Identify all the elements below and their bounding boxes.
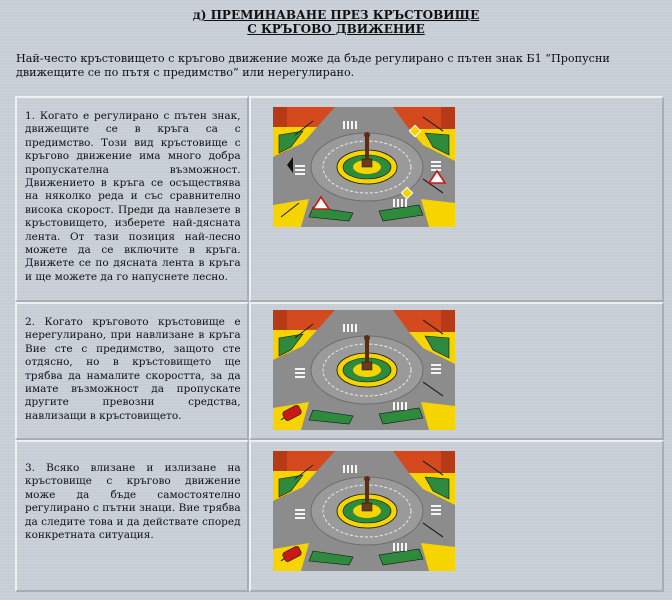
text-cell xyxy=(15,96,249,302)
page-title xyxy=(0,8,672,36)
rule-text-1: 1. Когато е регулирано с пътен знак, движещите се в кръга са с предимство. Този вид кръстовище с кръгово движение има много добра пропускателна възможност. Движението в кръга се осъществява на няколко реда и със сравнително висока скорост. Преди да навлезете в кръстовището, изберете най-дясната лента. От тази позиция най-лесно можете да се включите в кръга. Движете се по дясната лента в кръга и ще можете да го напуснете лесно. xyxy=(25,110,241,283)
roundabout-illustration-2 xyxy=(273,310,455,430)
image-cell xyxy=(249,96,664,302)
text-cell xyxy=(15,302,249,440)
table-row xyxy=(15,440,664,592)
title-line-1: д) ПРЕМИНАВАНЕ ПРЕЗ КРЪСТОВИЩЕ xyxy=(192,8,480,22)
table-row xyxy=(15,302,664,440)
image-cell xyxy=(249,440,664,592)
rule-text-2: 2. Когато кръговото кръстовище е нерегулирано, при навлизане в кръга Вие сте с предимство, защото сте отдясно, но в кръстовището ще трябва да намалите скоростта, за да имате възможност да пропускате другите превозни средства, навлизащи в кръстовището. xyxy=(25,316,241,422)
roundabout-illustration-3 xyxy=(273,451,455,571)
intro-paragraph: Най-често кръстовището с кръгово движение може да бъде регулирано с пътен знак Б1 “Пропусни движещите се по пътя с предимство” или нерегулирано. xyxy=(16,52,610,79)
roundabout-illustration-1 xyxy=(273,107,455,227)
text-cell xyxy=(15,440,249,592)
rule-text-3: 3. Всяко влизане и излизане на кръстовище с кръгово движение може да бъде самостоятелно регулирано с пътни знаци. Вие трябва да следите това и да действате според конкретната ситуация. xyxy=(25,462,241,542)
title-line-2: С КРЪГОВО ДВИЖЕНИЕ xyxy=(247,22,425,36)
content-table xyxy=(15,96,664,592)
table-row xyxy=(15,96,664,302)
image-cell xyxy=(249,302,664,440)
